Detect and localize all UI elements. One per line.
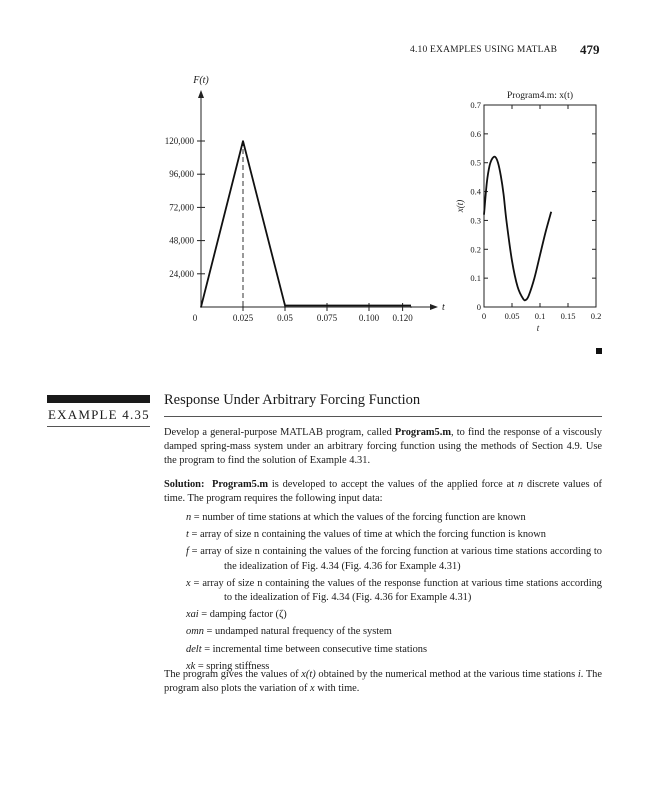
x-tick-label: 0.05 xyxy=(504,311,520,321)
y-axis-label: x(t) xyxy=(455,199,465,213)
x-tick-label: 0.15 xyxy=(560,311,576,321)
list-item: n = number of time stations at which the values of the forcing function are known xyxy=(186,512,526,523)
x-tick-label: 0.1 xyxy=(534,311,546,321)
program-name: Program5.m xyxy=(212,479,269,490)
end-of-example-mark xyxy=(596,348,602,354)
data-point xyxy=(410,306,412,308)
forcing-function-chart xyxy=(150,65,450,335)
list-item: f = array of size n containing the values of the forcing function at various time stations according to the idealization of Fig. 4.34 (Fig. 4.36 for Example 4.31) xyxy=(186,546,602,572)
list-item: delt = incremental time between consecutive time stations xyxy=(186,643,428,655)
section-title: 4.10 EXAMPLES USING MATLAB xyxy=(410,45,558,55)
y-axis-arrow xyxy=(198,90,204,98)
x-tick-label: 0.120 xyxy=(392,313,413,323)
example-bar xyxy=(47,395,150,403)
y-tick-label: 0.5 xyxy=(470,157,481,168)
program-name: Program5.m xyxy=(394,427,451,438)
list-item: xk = spring stiffness xyxy=(186,660,270,672)
y-tick-label: 0.3 xyxy=(470,215,481,226)
x-axis-label: t xyxy=(536,323,540,333)
chart-title: Program4.m: x(t) xyxy=(507,91,573,101)
y-tick-label: 0.4 xyxy=(470,186,481,197)
page-header xyxy=(0,43,645,59)
x-tick-label: 0 xyxy=(192,313,198,323)
response-chart xyxy=(440,80,620,340)
x-axis-label: t xyxy=(442,302,445,313)
example-title: Response Under Arbitrary Forcing Function xyxy=(164,392,421,408)
y-tick-label: 72,000 xyxy=(169,202,194,213)
data-point xyxy=(200,306,202,308)
page-number: 479 xyxy=(580,42,600,57)
example-rule xyxy=(47,426,150,427)
y-tick-label: 48,000 xyxy=(169,235,194,246)
title-rule xyxy=(164,416,602,417)
y-tick-label: 0.1 xyxy=(470,273,481,284)
intro-paragraph: Develop a general-purpose MATLAB program, called Program5.m, to find the response of a viscously damped spring-mass system under an arbitrary forcing function using the methods of Section 4.9. Use the program to find the solution of Example 4.31. xyxy=(164,427,602,467)
y-tick-label: 0.2 xyxy=(470,244,481,255)
x-tick-label: 0.075 xyxy=(316,313,338,323)
data-point xyxy=(284,306,286,308)
list-item: x = array of size n containing the values of the response function at various time stations according to the idealization of Fig. 4.34 (Fig. 4.36 for Example 4.31) xyxy=(186,577,602,604)
solution-paragraph: Solution: Program5.m is developed to accept the values of the applied force at n discrete values of time. The program requires the following input data: xyxy=(164,479,602,505)
y-tick-label: 0.7 xyxy=(470,100,481,110)
y-tick-label: 0.6 xyxy=(470,128,481,139)
x-tick-label: 0 xyxy=(481,311,487,321)
plot-frame xyxy=(484,105,596,307)
y-tick-label: 24,000 xyxy=(169,268,194,279)
example-label: EXAMPLE 4.35 xyxy=(48,407,150,422)
y-tick-label: 96,000 xyxy=(169,169,194,180)
x-tick-label: 0.2 xyxy=(590,311,602,321)
data-point xyxy=(242,140,244,142)
list-item: xai = damping factor (ζ) xyxy=(186,609,287,621)
response-series-line xyxy=(484,157,551,301)
solution-label: Solution: xyxy=(164,479,205,490)
list-item: t = array of size n containing the values of time at which the forcing function is known xyxy=(186,529,546,541)
y-tick-label: 0 xyxy=(476,302,481,312)
closing-paragraph: The program gives the values of x(t) obtained by the numerical method at the various time stations i. The program also plots the variation of x with time. xyxy=(164,669,602,695)
x-tick-label: 0.100 xyxy=(358,313,380,323)
x-tick-label: 0.025 xyxy=(232,313,254,323)
forcing-series-line xyxy=(201,141,411,307)
list-item: omn = undamped natural frequency of the system xyxy=(186,626,392,638)
y-axis-label: F(t) xyxy=(193,75,209,86)
x-tick-label: 0.05 xyxy=(277,313,293,323)
input-variable-list xyxy=(186,511,602,677)
x-axis-arrow xyxy=(430,304,438,310)
y-tick-label: 120,000 xyxy=(164,136,194,146)
